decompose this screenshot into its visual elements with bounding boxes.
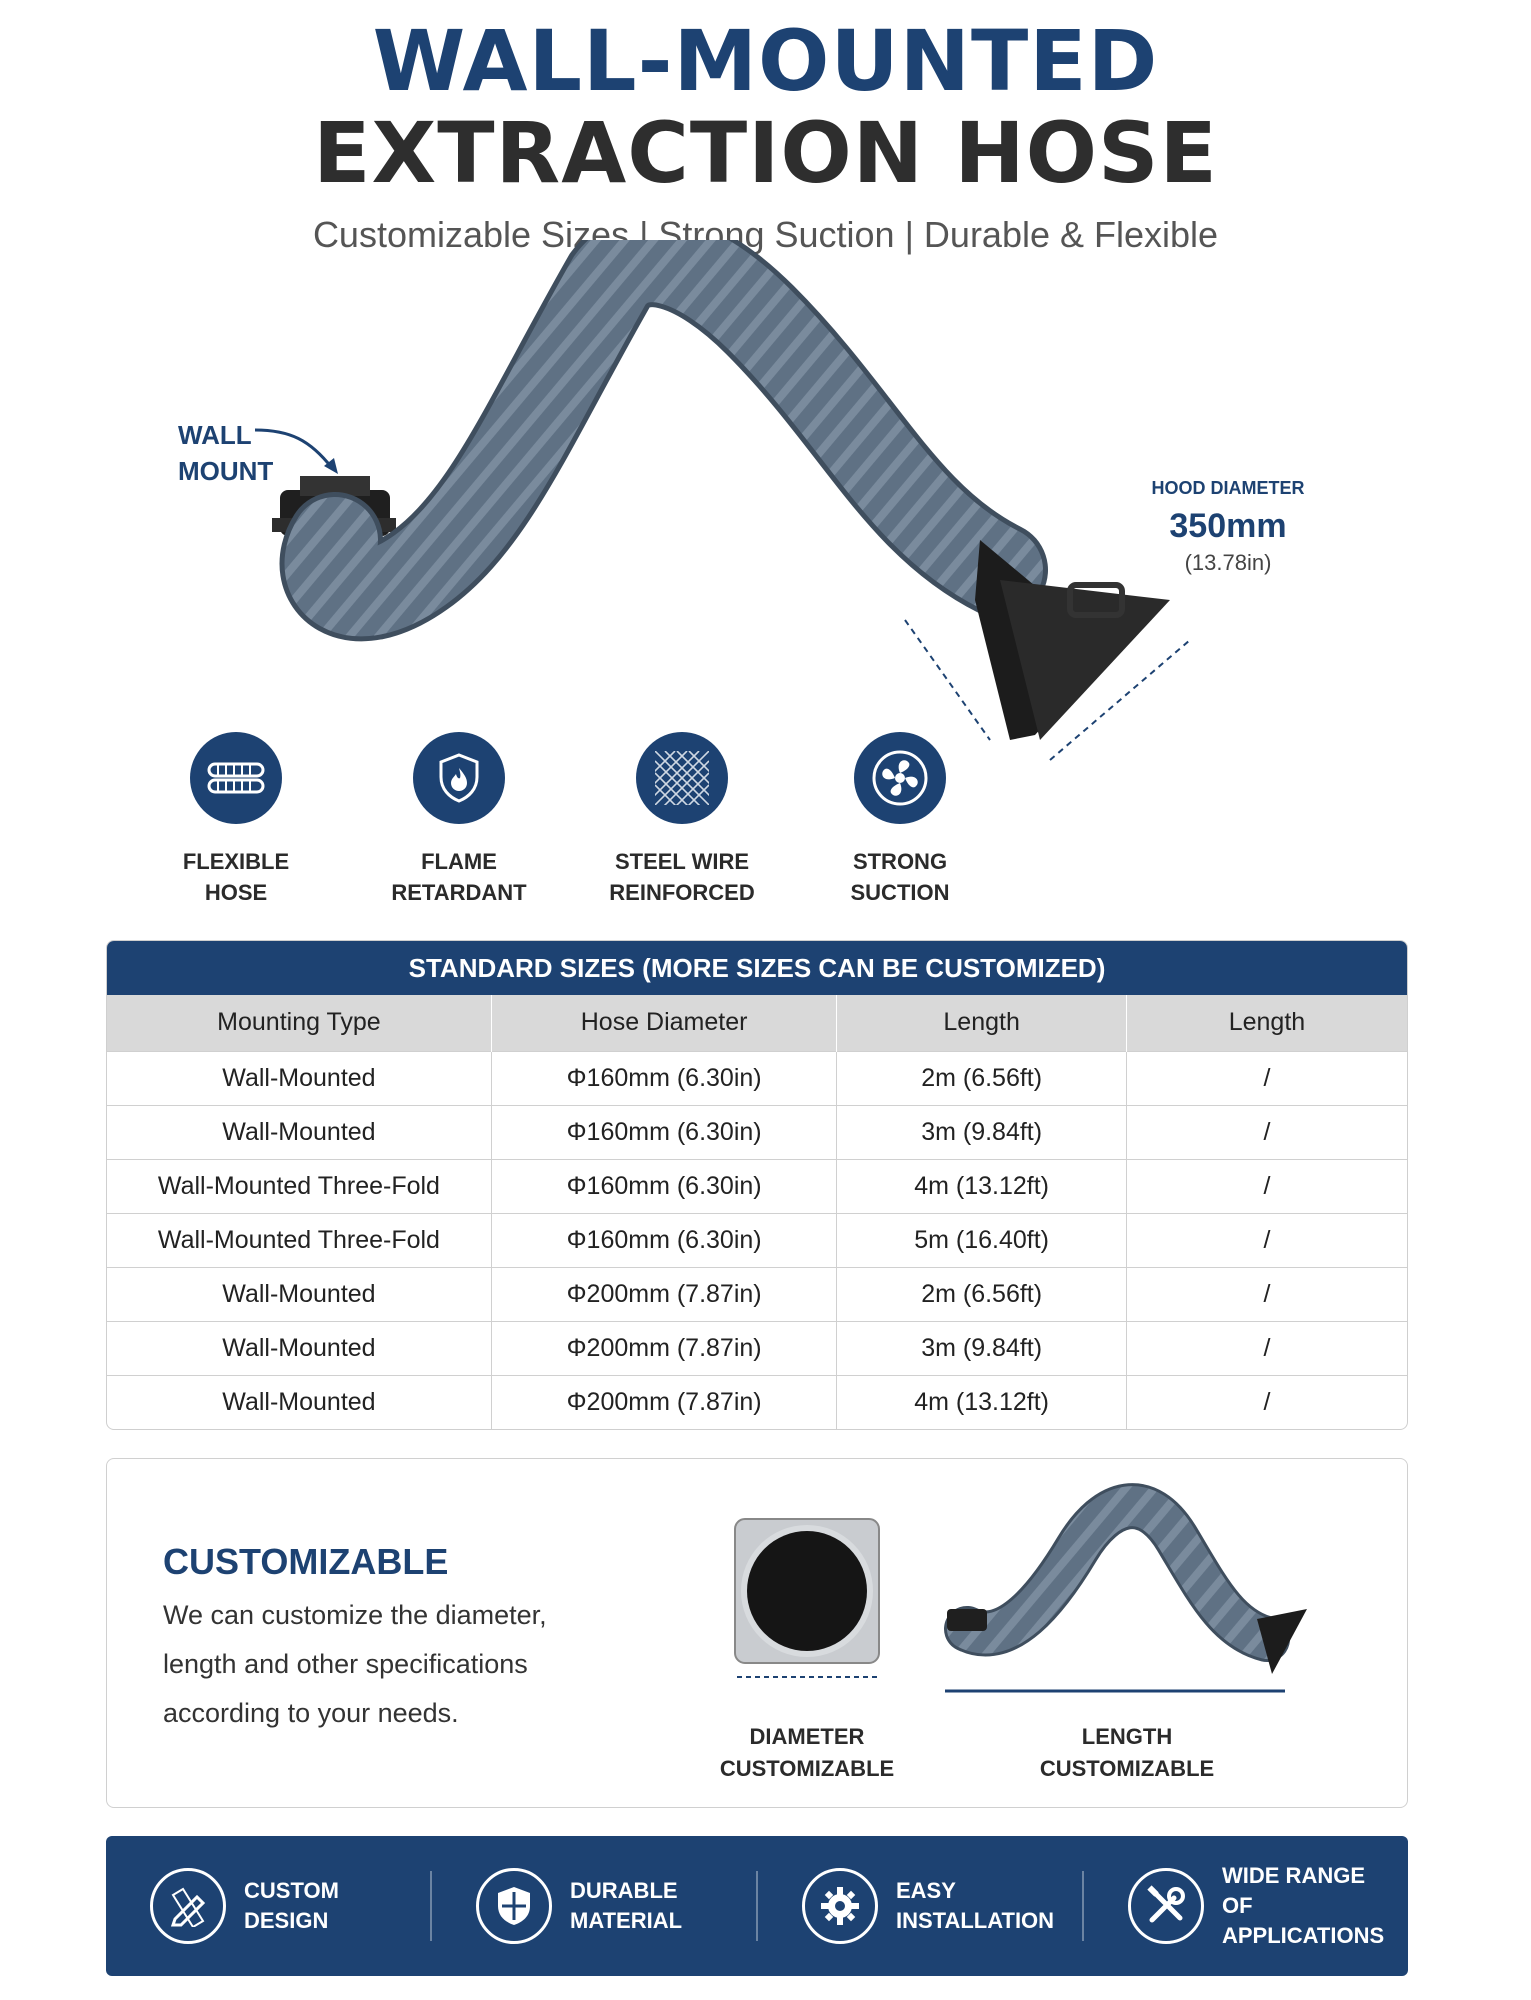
title-line-2: EXTRACTION HOSE [313, 104, 1218, 202]
diameter-caption: DIAMETER CUSTOMIZABLE [719, 1724, 895, 1781]
customizable-title: CUSTOMIZABLE [163, 1541, 449, 1582]
length-caption: LENGTH CUSTOMIZABLE [1039, 1724, 1215, 1781]
cell: Φ200mm (7.87in) [491, 1321, 836, 1375]
cell: Φ160mm (6.30in) [491, 1105, 836, 1159]
wire-mesh-icon [636, 732, 728, 824]
table-row [107, 1159, 1407, 1213]
cell: / [1126, 1105, 1407, 1159]
table-row [107, 1375, 1407, 1429]
cell: Wall-Mounted Three-Fold [107, 1213, 491, 1267]
table-row [107, 1105, 1407, 1159]
diameter-flange-image [727, 1511, 887, 1691]
cell: Φ160mm (6.30in) [491, 1051, 836, 1105]
cell: 4m (13.12ft) [837, 1159, 1127, 1213]
cell: / [1126, 1321, 1407, 1375]
cell: 2m (6.56ft) [837, 1267, 1127, 1321]
feature-strong-suction: STRONG SUCTION [800, 732, 1000, 908]
column-header: Length [837, 995, 1127, 1051]
customizable-section [106, 1458, 1408, 1808]
cell: 3m (9.84ft) [837, 1321, 1127, 1375]
hood-diameter-label: HOOD DIAMETER 350mm (13.78in) [1151, 478, 1305, 575]
table-title: STANDARD SIZES (MORE SIZES CAN BE CUSTOMIZED) [107, 941, 1407, 995]
title-line-1: WALL-MOUNTED [372, 12, 1159, 110]
cell: Wall-Mounted Three-Fold [107, 1159, 491, 1213]
feature-steel-wire: STEEL WIRE REINFORCED [582, 732, 782, 908]
column-header: Length [1126, 995, 1407, 1051]
cell: Φ160mm (6.30in) [491, 1159, 836, 1213]
benefit-wide-range: WIDE RANGE OF APPLICATIONS [1082, 1871, 1408, 1941]
benefit-easy-installation: EASY INSTALLATION [756, 1871, 1082, 1941]
cell: Wall-Mounted [107, 1051, 491, 1105]
cell: Wall-Mounted [107, 1321, 491, 1375]
subtitle: Customizable Sizes | Strong Suction | Durable & Flexible [312, 214, 1219, 255]
flame-shield-icon [413, 732, 505, 824]
pencil-ruler-icon [150, 1868, 226, 1944]
cell: Φ160mm (6.30in) [491, 1213, 836, 1267]
feature-flexible-hose: FLEXIBLE HOSE [136, 732, 336, 908]
cell: / [1126, 1159, 1407, 1213]
flexible-hose-icon [190, 732, 282, 824]
cell: / [1126, 1267, 1407, 1321]
table-row [107, 1267, 1407, 1321]
feature-flame-retardant: FLAME RETARDANT [359, 732, 559, 908]
cell: Φ200mm (7.87in) [491, 1267, 836, 1321]
standard-sizes-table [106, 940, 1408, 1430]
benefit-custom-design: CUSTOM DESIGN [106, 1871, 430, 1941]
column-header: Hose Diameter [491, 995, 836, 1051]
cell: 5m (16.40ft) [837, 1213, 1127, 1267]
length-hose-image [927, 1479, 1347, 1699]
cell: / [1126, 1375, 1407, 1429]
tools-icon [1128, 1868, 1204, 1944]
table-row [107, 1321, 1407, 1375]
cell: Wall-Mounted [107, 1267, 491, 1321]
cell: 4m (13.12ft) [837, 1375, 1127, 1429]
cell: 3m (9.84ft) [837, 1105, 1127, 1159]
benefit-durable-material: DURABLE MATERIAL [430, 1871, 756, 1941]
table-header-row [107, 995, 1407, 1051]
fan-icon [854, 732, 946, 824]
wall-mount-label: WALL MOUNT [178, 420, 274, 486]
table-row [107, 1213, 1407, 1267]
table-row [107, 1051, 1407, 1105]
gear-icon [802, 1868, 878, 1944]
cell: / [1126, 1051, 1407, 1105]
shield-icon [476, 1868, 552, 1944]
cell: / [1126, 1213, 1407, 1267]
customizable-text: We can customize the diameter, length and other specifications according to your needs. [163, 1600, 547, 1728]
cell: Φ200mm (7.87in) [491, 1375, 836, 1429]
footer-benefits-bar [106, 1836, 1408, 1976]
column-header: Mounting Type [107, 995, 491, 1051]
cell: 2m (6.56ft) [837, 1051, 1127, 1105]
cell: Wall-Mounted [107, 1105, 491, 1159]
cell: Wall-Mounted [107, 1375, 491, 1429]
